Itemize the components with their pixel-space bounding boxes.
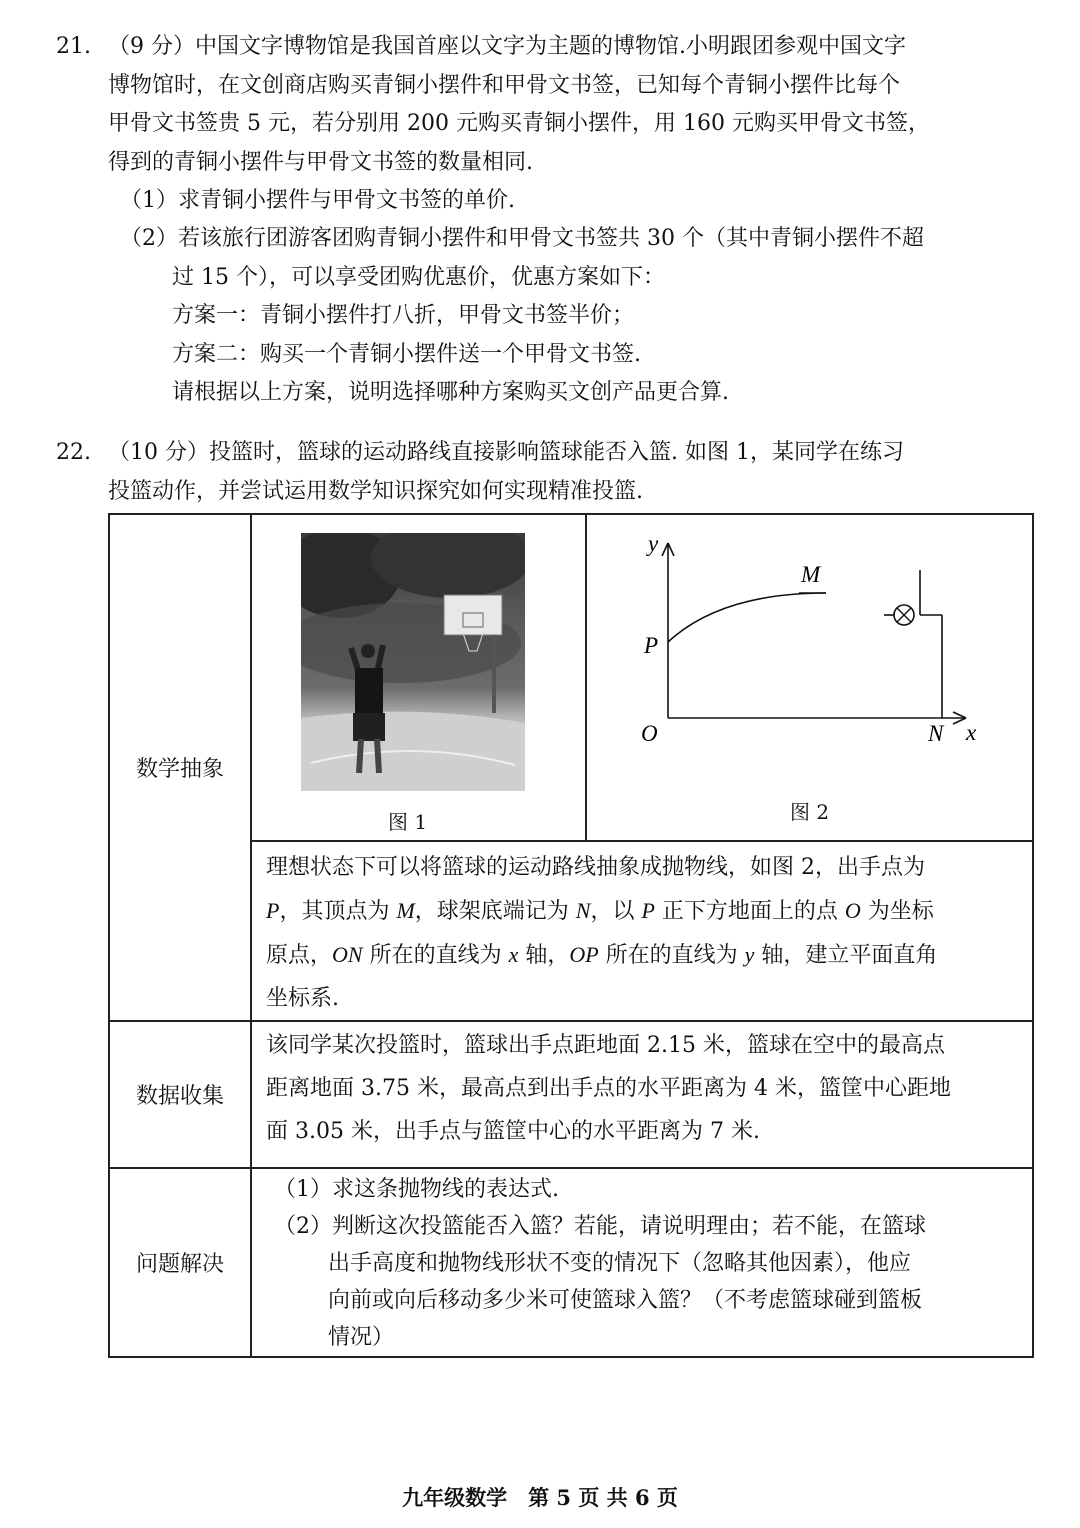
solve-part-1: （1）求这条抛物线的表达式. — [274, 1177, 559, 1202]
stem-line: （9 分）中国文字博物馆是我国首座以文字为主题的博物馆.小明跟团参观中国文字 — [108, 34, 906, 59]
hoop-cross — [897, 608, 911, 622]
text-span: ，球架底端记为 — [414, 899, 576, 924]
question-number: 21. — [56, 34, 91, 59]
text-span: 所在的直线为 — [362, 943, 509, 968]
plan-two: 方案二：购买一个青铜小摆件送一个甲骨文书签. — [172, 341, 641, 367]
text-span: ，其顶点为 — [279, 899, 397, 924]
data-line: 距离地面 3.75 米，最高点到出手点的水平距离为 4 米，篮筐中心距地 — [266, 1076, 951, 1101]
sub-question-1 — [120, 182, 515, 221]
sub-question-text: （2）若该旅行团游客团购青铜小摆件和甲骨文书签共 30 个（其中青铜小摆件不超 — [120, 226, 924, 251]
basketball-player-image — [301, 533, 525, 791]
var-p: P — [641, 898, 655, 923]
var-y: y — [744, 942, 755, 967]
sub-question-text: 请根据以上方案，说明选择哪种方案购买文创产品更合算. — [172, 380, 729, 405]
figure-1-photo — [301, 533, 525, 791]
text-span: 轴， — [518, 943, 570, 968]
description-line: 理想状态下可以将篮球的运动路线抽象成抛物线，如图 2，出手点为 — [266, 855, 925, 880]
text-span: 正下方地面上的点 — [654, 899, 845, 924]
question-stem — [108, 28, 930, 182]
problem-solving-cell — [251, 1168, 1033, 1357]
description-line: 坐标系. — [266, 986, 339, 1011]
label-p: P — [644, 633, 659, 658]
plan-one: 方案一：青铜小摆件打八折，甲骨文书签半价； — [172, 303, 635, 328]
figure-2-caption: 图 2 — [790, 800, 830, 824]
data-line: 该同学某次投篮时，篮球出手点距地面 2.15 米，篮球在空中的最高点 — [266, 1033, 945, 1058]
stem-line: 博物馆时，在文创商店购买青铜小摆件和甲骨文书签，已知每个青铜小摆件比每个 — [108, 72, 901, 98]
sub-question-text: （1）求青铜小摆件与甲骨文书签的单价. — [120, 188, 515, 213]
abstract-description — [251, 841, 1033, 1021]
description-line — [266, 933, 1018, 977]
label-o: O — [641, 721, 658, 746]
text-span: 所在的直线为 — [598, 943, 745, 968]
page-footer: 九年级数学 第 5 页 共 6 页 — [402, 1485, 678, 1510]
row-label-data: 数据收集 — [109, 1021, 251, 1168]
stem-line: （10 分）投篮时，篮球的运动路线直接影响篮球能否入篮. 如图 1，某同学在练习 — [108, 440, 904, 465]
var-o: O — [844, 898, 861, 923]
figure-2-diagram — [586, 515, 1032, 840]
solve-part-2-cont: 情况） — [328, 1325, 395, 1350]
question-number: 22. — [56, 440, 91, 465]
label-y: y — [648, 531, 659, 556]
text-span: ，以 — [590, 899, 642, 924]
var-op: OP — [569, 942, 599, 967]
text-span: 原点， — [266, 943, 333, 968]
parabola-arc — [668, 593, 826, 642]
var-p: P — [266, 898, 280, 923]
row-label-abstract: 数学抽象 — [109, 514, 251, 1021]
text-span: 为坐标 — [860, 899, 934, 924]
sub-question-text: 过 15 个），可以享受团购优惠价，优惠方案如下： — [172, 264, 665, 290]
label-x: x — [966, 720, 977, 745]
stem-line: 得到的青铜小摆件与甲骨文书签的数量相同. — [108, 149, 533, 175]
label-m: M — [801, 562, 821, 587]
data-line: 面 3.05 米，出手点与篮筐中心的水平距离为 7 米. — [266, 1119, 760, 1144]
var-m: M — [396, 898, 415, 923]
row-label-solve: 问题解决 — [109, 1168, 251, 1357]
figure-1-caption: 图 1 — [388, 810, 428, 834]
var-on: ON — [332, 942, 363, 967]
stem-line: 甲骨文书签贵 5 元，若分别用 200 元购买青铜小摆件，用 160 元购买甲骨文书签， — [108, 111, 930, 136]
solve-part-2: （2）判断这次投篮能否入篮？若能，请说明理由；若不能，在篮球 — [274, 1214, 926, 1239]
data-collection-cell — [251, 1021, 1033, 1168]
var-x: x — [508, 942, 519, 967]
question-stem — [108, 434, 904, 511]
solve-part-2-cont: 出手高度和抛物线形状不变的情况下（忽略其他因素），他应 — [328, 1251, 912, 1276]
var-n: N — [575, 898, 591, 923]
label-n: N — [928, 721, 944, 746]
sub-question-2 — [120, 220, 924, 413]
solve-part-2-cont: 向前或向后移动多少米可使篮球入篮？（不考虑篮球碰到篮板 — [328, 1288, 923, 1313]
text-span: 轴，建立平面直角 — [754, 943, 938, 968]
stem-line: 投篮动作，并尝试运用数学知识探究如何实现精准投篮. — [108, 478, 643, 504]
description-line — [266, 889, 1018, 933]
